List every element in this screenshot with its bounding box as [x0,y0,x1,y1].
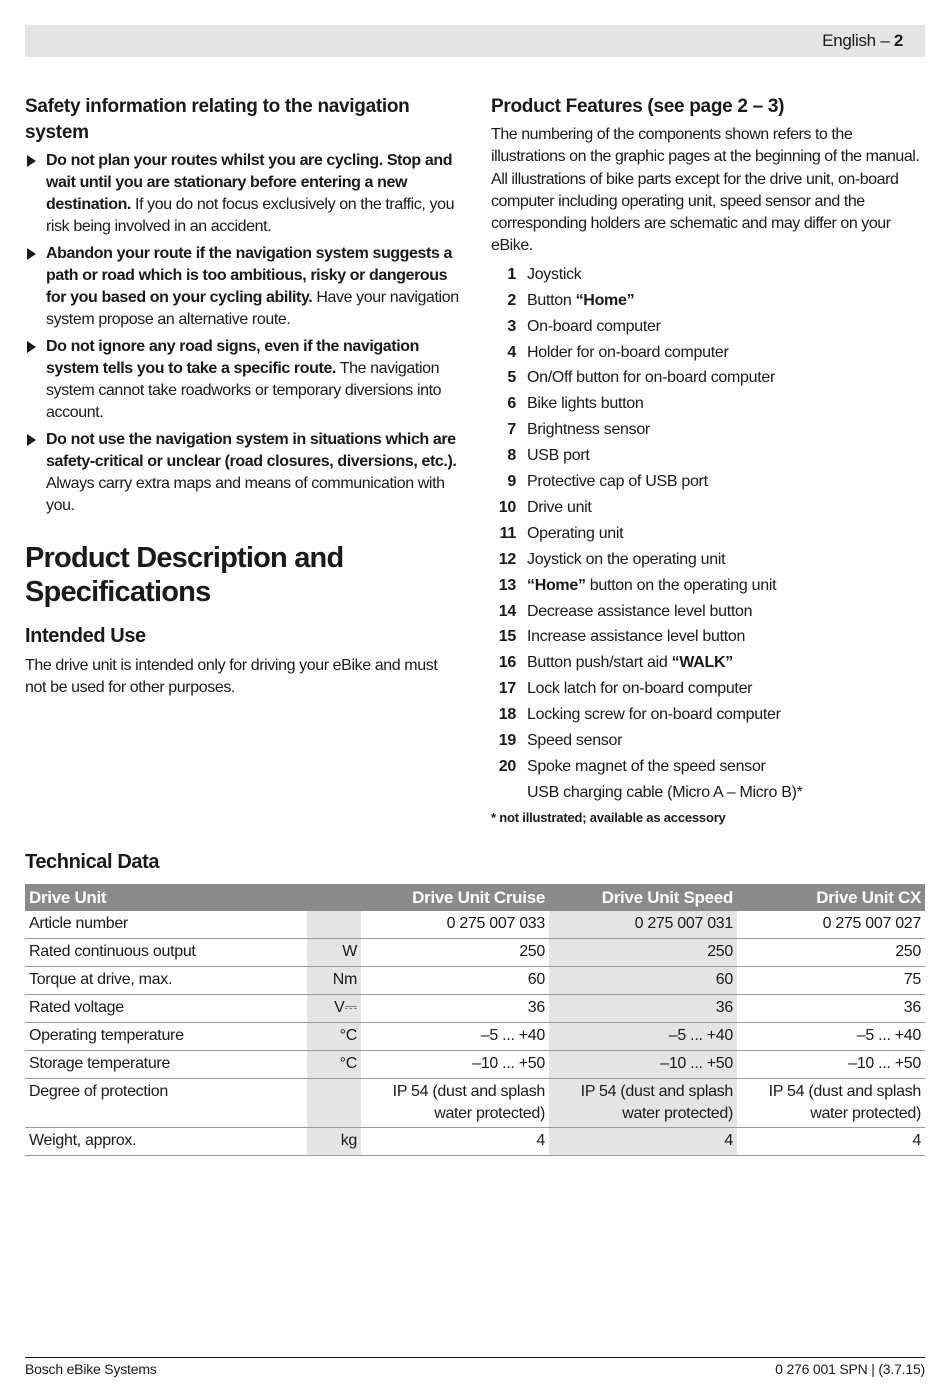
feature-label: Drive unit [527,498,592,516]
feature-item [491,314,927,340]
feature-number: 6 [507,395,516,413]
bullet-triangle-icon [27,434,36,446]
value-cell: –5 ... +40 [737,1023,925,1051]
feature-item [491,754,927,780]
value-cell: 4 [549,1128,737,1156]
feature-number: 20 [498,758,516,775]
feature-number: 5 [507,369,516,387]
feature-label: Locking screw for on-board computer [527,706,781,724]
value-cell: 75 [737,967,925,995]
table-header-cell: Drive Unit CX [737,884,925,911]
feature-label: Button push/start aid “WALK” [527,654,733,672]
value-cell: 0 275 007 027 [737,911,925,939]
table-header-cell: Drive Unit Speed [549,884,737,911]
feature-label: Speed sensor [527,732,623,750]
feature-label: On/Off button for on-board computer [527,369,776,387]
safety-list [25,150,461,517]
footer-divider [25,1357,925,1358]
feature-label: “Home” button on the operating unit [527,576,777,594]
row-label: Operating temperature [25,1023,307,1051]
feature-item [491,599,927,625]
row-label: Weight, approx. [25,1128,307,1156]
unit-cell [307,911,361,939]
safety-title: Safety information relating to the navigation system [25,96,410,143]
features-intro: The numbering of the components shown refers to the illustrations on the graphic pages at the beginning of the manual. All illustrations of bike parts except for the drive unit, on-board computer including operating unit, speed sensor and the corresponding holders are schematic and may differ on your eBike. [491,126,920,255]
table-row [25,939,925,967]
value-cell: 36 [737,995,925,1023]
feature-number: 8 [507,447,516,465]
feature-number [491,780,516,806]
unit-cell [307,1079,361,1128]
feature-item [491,469,927,495]
feature-item [491,417,927,443]
feature-item [491,340,927,366]
feature-number: 16 [498,654,516,672]
value-cell: –10 ... +50 [361,1051,549,1079]
feature-label: Holder for on-board computer [527,343,729,361]
intended-use-title: Intended Use [25,625,146,647]
value-cell: IP 54 (dust and splash water protected) [737,1079,925,1128]
feature-label: Decrease assistance level button [527,602,753,620]
feature-label: USB port [527,447,590,465]
unit-cell: Nm [307,967,361,995]
feature-item [491,365,927,391]
table-row [25,1023,925,1051]
feature-label: Increase assistance level button [527,628,746,646]
value-cell: 36 [361,995,549,1023]
value-cell: 250 [549,939,737,967]
table-row [25,1128,925,1156]
right-column [491,94,927,825]
value-cell: 0 275 007 033 [361,911,549,939]
table-row [25,1051,925,1079]
value-cell: IP 54 (dust and splash water protected) [361,1079,549,1128]
footer-brand: Bosch eBike Systems [25,1361,157,1377]
table-row [25,995,925,1023]
feature-label: Spoke magnet of the speed sensor [527,758,766,775]
unit-cell: kg [307,1128,361,1156]
feature-item [491,728,927,754]
feature-label: On-board computer [527,317,661,335]
feature-item [491,262,927,288]
feature-item [491,780,927,806]
feature-item [491,650,927,676]
feature-number: 13 [498,576,516,594]
feature-item [491,573,927,599]
value-cell: 60 [361,967,549,995]
safety-item: Do not plan your routes whilst you are cycling. Stop and wait until you are stationary before entering a new destination. If you do not focus exclusively on the traffic, you risk being involved in an accident. [25,150,461,238]
value-cell: 250 [361,939,549,967]
feature-number: 12 [498,550,516,568]
technical-data-title: Technical Data [25,851,160,873]
left-column [25,94,461,699]
feature-list [491,262,927,806]
table-row [25,1079,925,1128]
feature-label: Button “Home” [527,291,635,309]
feature-number: 7 [507,421,516,439]
feature-item [491,676,927,702]
feature-label: Joystick [527,265,582,283]
page-number-label: English – 2 [822,31,903,50]
value-cell: IP 54 (dust and splash water protected) [549,1079,737,1128]
feature-item [491,391,927,417]
feature-number: 14 [498,602,516,620]
row-label: Storage temperature [25,1051,307,1079]
feature-label: Lock latch for on-board computer [527,680,753,698]
feature-number: 15 [498,628,516,646]
row-label: Article number [25,911,307,939]
feature-number: 2 [507,291,516,309]
bullet-triangle-icon [27,341,36,353]
unit-cell: W [307,939,361,967]
feature-item [491,702,927,728]
value-cell: –5 ... +40 [361,1023,549,1051]
table-header-cell: Drive Unit [25,884,361,911]
technical-data-table [25,884,925,1156]
feature-label: Brightness sensor [527,421,650,439]
feature-number: 18 [498,706,516,724]
table-header-row [25,884,925,911]
unit-cell: V⎓ [307,995,361,1023]
feature-number: 19 [498,732,516,750]
table-row [25,911,925,939]
intended-use-text: The drive unit is intended only for driving your eBike and must not be used for other purposes. [25,657,438,696]
footnote: * not illustrated; available as accessory [491,809,726,825]
feature-label: Protective cap of USB port [527,473,708,491]
feature-label: Bike lights button [527,395,644,413]
page-header [25,25,925,57]
table-row [25,967,925,995]
value-cell: 60 [549,967,737,995]
value-cell: 4 [361,1128,549,1156]
table-header-cell: Drive Unit Cruise [361,884,549,911]
value-cell: –5 ... +40 [549,1023,737,1051]
section-title: Product Description and Specifications [25,542,344,608]
row-label: Degree of protection [25,1079,307,1128]
feature-number: 4 [507,343,516,361]
feature-number: 10 [498,498,516,516]
footer-doc-id: 0 276 001 SPN | (3.7.15) [775,1361,925,1377]
feature-number: 17 [498,680,516,698]
feature-label: USB charging cable (Micro A – Micro B)* [527,783,803,801]
feature-item [491,521,927,547]
row-label: Torque at drive, max. [25,967,307,995]
value-cell: –10 ... +50 [737,1051,925,1079]
row-label: Rated continuous output [25,939,307,967]
value-cell: 36 [549,995,737,1023]
row-label: Rated voltage [25,995,307,1023]
value-cell: –10 ... +50 [549,1051,737,1079]
bullet-triangle-icon [27,248,36,260]
feature-number: 9 [507,473,516,491]
value-cell: 0 275 007 031 [549,911,737,939]
feature-label: Operating unit [527,524,624,542]
bullet-triangle-icon [27,155,36,167]
feature-item [491,495,927,521]
feature-number: 1 [507,265,516,283]
feature-item [491,288,927,314]
feature-item [491,624,927,650]
value-cell: 4 [737,1128,925,1156]
safety-item: Do not ignore any road signs, even if the navigation system tells you to take a specific route. The navigation system cannot take roadworks or temporary diversions into account. [25,336,461,424]
feature-number: 11 [499,524,516,542]
unit-cell: °C [307,1051,361,1079]
feature-number: 3 [507,317,516,335]
feature-item [491,443,927,469]
value-cell: 250 [737,939,925,967]
feature-item [491,547,927,573]
safety-item: Abandon your route if the navigation system suggests a path or road which is too ambitious, risky or dangerous for you based on your cycling ability. Have your navigation system propose an alternative route. [25,243,461,331]
safety-item: Do not use the navigation system in situations which are safety-critical or unclear (road closures, diversions, etc.). Always carry extra maps and means of communication with you. [25,429,461,517]
feature-label: Joystick on the operating unit [527,550,726,568]
unit-cell: °C [307,1023,361,1051]
features-title: Product Features (see page 2 – 3) [491,96,785,117]
